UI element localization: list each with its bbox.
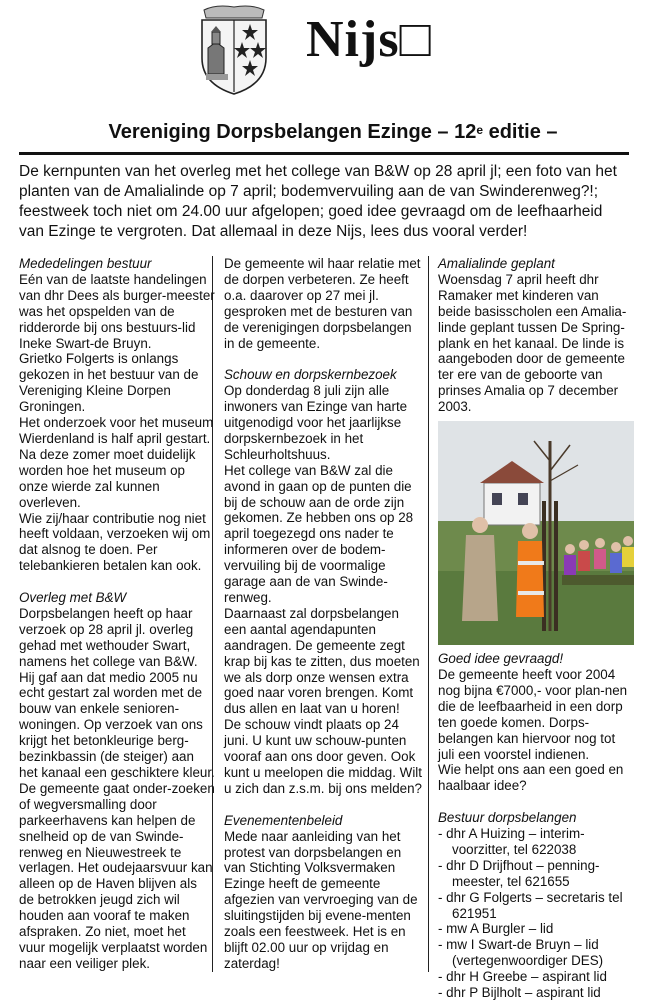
column-middle <box>224 256 424 972</box>
board-list <box>438 826 634 1001</box>
intro-paragraph: De kernpunten van het overleg met het college van B&W op 28 april jl; een foto van het planten van de Amalialinde op 7 april; bodemvervuiling aan de van Swinderenweg?!; feestweek toch niet om 24.00 uur afgelopen; goed idee gevraagd om de leefhaarheid van Ezinge te vergroten. Dat allemaal in deze Nijs, lees dus vooral verder! <box>19 163 617 240</box>
masthead-title: Nijs□ <box>306 11 432 68</box>
paragraph: Op donderdag 8 juli zijn alle inwoners van Ezinge van harte uitgenodigd voor het jaarlijkse dorpskernbezoek in het Schleurholtshuus. <box>224 383 408 462</box>
list-item: - mw A Burgler – lid <box>438 921 554 937</box>
list-item: - mw I Swart-de Bruyn – lid (vertegenwoordiger DES) <box>438 937 604 969</box>
section-heading: Schouw en dorpskernbezoek <box>224 367 397 383</box>
paragraph: De gemeente wil haar relatie met de dorpen verbeteren. Ze heeft o.a. daarover op 27 mei jl. gesproken met de besturen van de verenigingen dorpsbelangen in de gemeente. <box>224 256 421 351</box>
paragraph: Woensdag 7 april heeft dhr Ramaker met kinderen van beide basisscholen een Amalia-linde geplant tussen De Spring-plank en het kanaal. De linde is aangeboden door de gemeente ter ere van de geboorte van prinses Amalia op 7 december 2003. <box>438 271 627 415</box>
paragraph: Wie helpt ons aan een goed en haalbaar idee? <box>438 762 624 794</box>
list-item: - dhr D Drijfhout – penning-meester, tel 621655 <box>438 857 600 889</box>
section-heading: Mededelingen bestuur <box>19 256 152 271</box>
paragraph: Dorpsbelangen heeft op haar verzoek op 28 april jl. overleg gehad met wethouder Swart, namens het college van B&W. Hij gaf aan dat medio 2005 nu echt gestart zal worden met de bouw van enkele senioren-woningen. Op verzoek van ons krijgt het betonkleurige berg-bezinkbassin (de steiger) aan het kanaal een geschiktere kleur. De gemeente gaat onder-zoeken of wegversmalling door parkeerhavens kan helpen de snelheid op de van Swinde-renweg en Nieuwestreek te verlagen. Het oudejaarsvuur kan alleen op de Haven blijven als de betrokken jeugd zich wil houden aan vooraf te maken afspraken. Zo niet, moet het vuur mogelijk verplaatst worden naar een veiliger plek. <box>19 605 215 971</box>
section-heading: Amalialinde geplant <box>438 256 555 271</box>
section-heading: Evenementenbeleid <box>224 812 343 828</box>
section-heading: Overleg met B&W <box>19 590 127 606</box>
tree-planting-photo <box>438 421 634 645</box>
paragraph: Het onderzoek voor het museum Wierdenland is half april gestart. Na deze zomer moet duidelijk worden hoe het museum op onze wierde zal kunnen overleven. <box>19 415 214 510</box>
paragraph: Eén van de laatste handelingen van dhr Dees als burger-meester was het opspelden van de ridderorde bij ons bestuurs-lid Ineke Swart-de Bruyn. <box>19 271 215 351</box>
paragraph: Mede naar aanleiding van het protest van dorpsbelangen en van Stichting Volksvermaken Ezinge heeft de gemeente afgezien van vervroeging van de sluitingstijden bij evene-menten zoals een feestweek. Het is en blijft 02.00 uur op vrijdag en zaterdag! <box>224 828 418 971</box>
coat-of-arms-icon <box>196 4 272 96</box>
paragraph: De gemeente heeft voor 2004 nog bijna €7000,- voor plan-nen die de leefbaarheid in een dorp ten goede komen. Dorps-belangen kan hiervoor nog tot juli een voorstel indienen. <box>438 666 628 762</box>
list-item: - dhr G Folgerts – secretaris tel 621951 <box>438 889 623 921</box>
column-right <box>438 256 634 1001</box>
column-divider <box>428 256 429 972</box>
subtitle-superscript: e <box>476 123 484 137</box>
list-item: - dhr A Huizing – interim-voorzitter, tel 622038 <box>438 826 585 857</box>
section-heading: Bestuur dorpsbelangen <box>438 810 577 826</box>
paragraph: Het college van B&W zal die avond in gaan op de punten die bij de schouw aan de orde zijn gekomen. Ze hebben ons op 28 april toegezegd ons nader te informeren over de bodem-vervuiling bij de voormalige garage aan de van Swinde-renweg. <box>224 462 414 606</box>
list-item: - dhr P Bijlholt – aspirant lid <box>438 985 601 1001</box>
subtitle-main: Vereniging Dorpsbelangen Ezinge – 12 <box>108 121 477 143</box>
paragraph: Grietko Folgerts is onlangs gekozen in het bestuur van de Vereniging Kleine Dorpen Groningen. <box>19 351 199 415</box>
section-heading: Goed idee gevraagd! <box>438 651 564 667</box>
paragraph: De schouw vindt plaats op 24 juni. U kunt uw schouw-punten vooraf aan ons door geven. Ook kunt u meelopen die middag. Wilt u zich dan z.s.m. bij ons melden? <box>224 717 422 796</box>
newsletter-subtitle <box>0 120 666 144</box>
column-left <box>19 256 215 972</box>
paragraph: Daarnaast zal dorpsbelangen een aantal agendapunten aandragen. De gemeente zegt krap bij kas te zitten, dus moeten we als dorp onze wensen extra goed naar voren brengen. Komt dus allen en laat van u horen! <box>224 605 420 717</box>
subtitle-tail: editie – <box>483 121 558 143</box>
paragraph: Wie zij/haar contributie nog niet heeft voldaan, verzoeken wij om dat alsnog te doen. Per telebankieren betalen kan ook. <box>19 510 211 574</box>
header-divider <box>19 152 629 155</box>
list-item: - dhr H Greebe – aspirant lid <box>438 969 607 985</box>
